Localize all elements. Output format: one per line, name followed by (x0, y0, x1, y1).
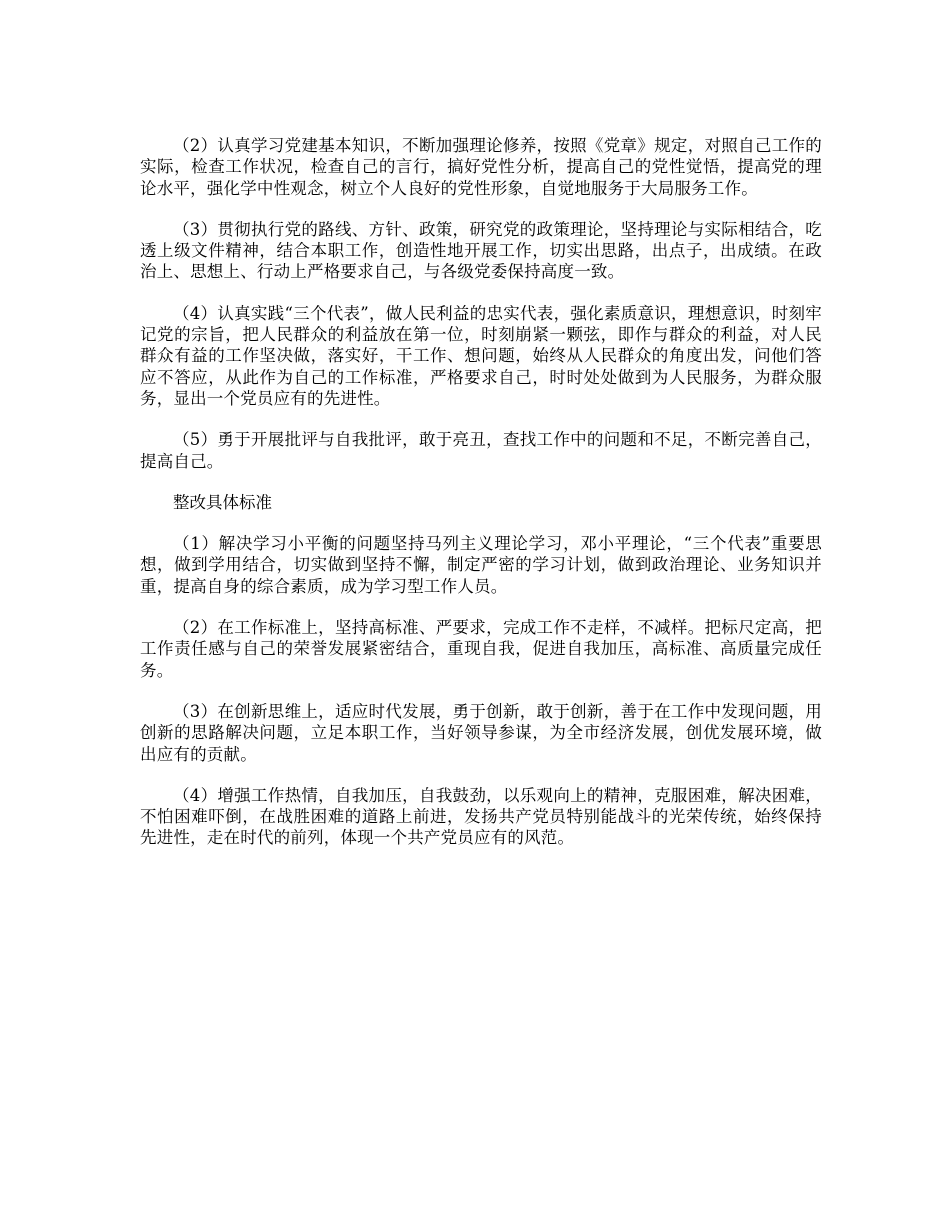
standard-2: （2）在工作标准上，坚持高标准、严要求，完成工作不走样，不减样。把标尺定高，把工作责任感与自己的荣誉发展紧密结合，重现自我，促进自我加压，高标准、高质量完成任务。 (140, 618, 822, 680)
section-heading: 整改具体标准 (173, 492, 272, 512)
document-body (140, 135, 822, 849)
standard-3: （3）在创新思维上，适应时代发展，勇于创新，敢于创新，善于在工作中发现问题，用创新的思路解决问题，立足本职工作，当好领导参谋，为全市经济发展，创优发展环境，做出应有的贡献。 (140, 701, 822, 764)
standard-1: （1）解决学习小平衡的问题坚持马列主义理论学习，邓小平理论，“三个代表”重要思想，做到学用结合，切实做到坚持不懈，制定严密的学习计划，做到政治理论、业务知识并重，提高自身的综合素质，成为学习型工作人员。 (140, 534, 822, 596)
paragraph-4: （4）认真实践“三个代表”，做人民利益的忠实代表，强化素质意识，理想意识，时刻牢记党的宗旨，把人民群众的利益放在第一位，时刻崩紧一颗弦，即作与群众的利益，对人民群众有益的工作坚决做，落实好，干工作、想问题，始终从人民群众的角度出发，问他们答应不答应，从此作为自己的工作标准，严格要求自己，时时处处做到为人民服务，为群众服务，显出一个党员应有的先进性。 (140, 303, 822, 408)
paragraph-3: （3）贯彻执行党的路线、方针、政策，研究党的政策理论，坚持理论与实际相结合，吃透上级文件精神，结合本职工作，创造性地开展工作，切实出思路，出点子，出成绩。在政治上、思想上、行动上严格要求自己，与各级党委保持高度一致。 (140, 219, 822, 282)
standard-4: （4）增强工作热情，自我加压，自我鼓劲，以乐观向上的精神，克服困难，解决困难，不怕困难吓倒，在战胜困难的道路上前进，发扬共产党员特别能战斗的光荣传统，始终保持先进性，走在时代的前列，体现一个共产党员应有的风范。 (140, 785, 822, 848)
paragraph-2: （2）认真学习党建基本知识，不断加强理论修养，按照《党章》规定，对照自己工作的实际，检查工作状况，检查自己的言行，搞好党性分析，提高自己的党性觉悟，提高党的理论水平，强化学中性观念，树立个人良好的党性形象，自觉地服务于大局服务工作。 (140, 136, 822, 198)
paragraph-5: （5）勇于开展批评与自我批评，敢于亮丑，查找工作中的问题和不足，不断完善自己，提高自己。 (140, 430, 822, 471)
